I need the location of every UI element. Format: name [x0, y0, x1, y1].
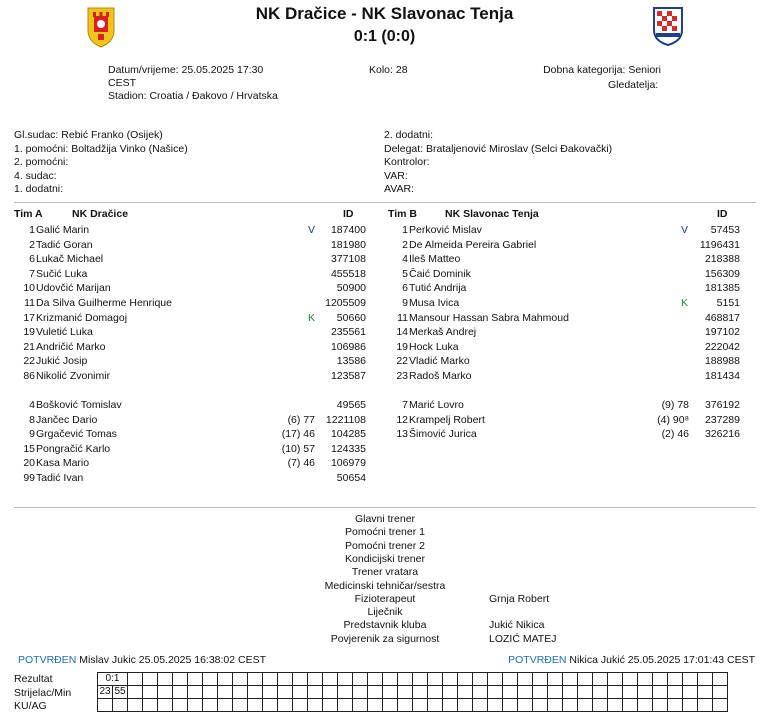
score-grid-cell	[548, 673, 563, 686]
score-grid-cell	[608, 686, 623, 699]
confirmed-by: Mislav Jukic 25.05.2025 16:38:02 CEST	[79, 654, 267, 666]
score-grid-cell	[353, 673, 368, 686]
score-grid-cell	[413, 686, 428, 699]
score-grid-cell	[683, 686, 698, 699]
score-grid-cell	[203, 673, 218, 686]
player-number: 86	[23, 370, 35, 382]
player-id: 187400	[330, 224, 366, 236]
player-name: Vuletić Luka	[36, 326, 93, 339]
player-number: 15	[23, 442, 35, 455]
score-grid-cell	[593, 673, 608, 686]
footer-label-scorer: Strijelac/Min	[14, 687, 72, 699]
player-number: 17	[23, 311, 35, 324]
score-grid-row	[98, 686, 728, 699]
player-row	[0, 398, 769, 412]
player-row	[0, 369, 769, 383]
player-id: 235561	[330, 326, 366, 339]
score-grid-cell	[173, 673, 188, 686]
score-grid-cell	[353, 686, 368, 699]
score-grid-cell	[473, 673, 488, 686]
score-grid-cell	[233, 673, 248, 686]
score-grid-cell	[653, 699, 668, 712]
staff-role: Trener vratara	[351, 566, 419, 579]
player-row	[0, 427, 769, 441]
score-grid-cell	[668, 673, 683, 686]
scorer-number-cell: 23	[99, 686, 111, 697]
player-name: Lukač Michael	[36, 253, 104, 266]
player-name: Radoš Marko	[409, 370, 472, 382]
score-grid-cell	[218, 699, 233, 712]
staff-name: LOZIĆ MATEJ	[489, 632, 557, 645]
player-id: 50654	[336, 472, 366, 484]
player-row	[0, 325, 769, 339]
score-grid-cell	[278, 699, 293, 712]
score-grid-cell	[458, 673, 473, 686]
result-cell: 0:1	[98, 673, 128, 686]
score-grid-cell	[188, 686, 203, 699]
score-grid-cell	[338, 699, 353, 712]
player-id: 1221108	[325, 413, 366, 426]
player-number: 4	[402, 253, 408, 266]
player-name: Udovčić Marijan	[36, 282, 111, 295]
player-name: Krampelj Robert	[409, 413, 485, 426]
score-grid-cell	[203, 699, 218, 712]
player-number: 22	[396, 355, 408, 368]
staff-role: Fizioterapeut	[354, 592, 416, 605]
player-number: 19	[23, 326, 35, 339]
player-number: 5	[402, 267, 408, 280]
score-grid-cell	[143, 699, 158, 712]
score-grid-cell	[698, 673, 713, 686]
player-number: 12	[396, 413, 408, 426]
player-row	[0, 311, 769, 325]
player-name: Merkaš Andrej	[409, 326, 477, 339]
score-grid-cell	[563, 673, 578, 686]
player-id: 49565	[336, 399, 366, 411]
player-name: Andričić Marko	[36, 340, 106, 353]
player-name: Galić Marin	[36, 224, 90, 236]
score-grid-cell	[518, 673, 533, 686]
score-grid-cell	[218, 686, 233, 699]
player-name: Vladić Marko	[409, 355, 470, 368]
score-grid-cell	[308, 686, 323, 699]
official-line: 1. pomoćni: Boltadžija Vinko (Našice)	[14, 142, 188, 155]
captain-mark: K	[681, 297, 689, 309]
score-grid-cell	[443, 673, 458, 686]
score-grid-row	[98, 673, 728, 686]
player-name: Hock Luka	[409, 340, 459, 353]
score-grid-cell	[158, 686, 173, 699]
score-grid-cell	[248, 686, 263, 699]
player-number: 9	[402, 297, 408, 309]
scorer-minute-cell: 55	[114, 686, 126, 697]
score-grid-cell	[428, 673, 443, 686]
score-grid-cell	[128, 673, 143, 686]
team-b-name: NK Slavonac Tenja	[445, 208, 539, 220]
player-row	[0, 456, 769, 470]
match-score: 0:1 (0:0)	[353, 28, 416, 45]
score-grid-cell	[713, 686, 728, 699]
player-id: 222042	[704, 340, 740, 353]
staff-role: Pomoćni trener 1	[345, 526, 425, 539]
footer-label-cards: KU/AG	[14, 700, 47, 712]
match-stadium: Stadion: Croatia / Đakovo / Hrvatska	[108, 90, 278, 102]
score-grid-cell	[398, 673, 413, 686]
score-grid-cell	[488, 686, 503, 699]
player-number: 10	[23, 282, 35, 295]
score-grid-cell	[428, 686, 443, 699]
score-grid-cell	[683, 673, 698, 686]
player-id: 5151	[716, 297, 740, 309]
score-grid-cell	[503, 699, 518, 712]
staff-role: Pomoćni trener 2	[345, 539, 425, 552]
score-grid-cell	[323, 699, 338, 712]
player-id: 181980	[330, 238, 366, 251]
score-grid-cell	[608, 673, 623, 686]
player-number: 6	[402, 282, 408, 295]
player-name: Pongračić Karlo	[36, 442, 111, 455]
player-number: 9	[29, 428, 35, 441]
score-grid-cell	[218, 673, 233, 686]
official-line: Delegat: Brataljenović Miroslav (Selci Đakovački)	[384, 142, 613, 155]
player-row	[0, 471, 769, 485]
player-row	[0, 238, 769, 252]
player-id: 106986	[330, 340, 366, 353]
spectators: Gledatelja:	[608, 79, 659, 91]
player-number: 22	[23, 355, 35, 368]
player-number: 1	[402, 224, 408, 236]
player-name: Bošković Tomislav	[36, 399, 122, 411]
score-grid-cell	[368, 673, 383, 686]
official-line: Kontrolor:	[384, 156, 430, 168]
score-grid-cell	[233, 686, 248, 699]
score-grid-cell	[203, 686, 218, 699]
player-id: 197102	[704, 326, 740, 339]
score-grid-cell	[398, 699, 413, 712]
score-grid-cell	[263, 686, 278, 699]
substitution-info: (17) 46	[281, 428, 315, 441]
score-grid-cell	[533, 699, 548, 712]
player-number: 2	[29, 238, 35, 251]
goalkeeper-mark: V	[681, 224, 689, 236]
score-grid-cell	[578, 686, 593, 699]
score-grid-cell	[533, 673, 548, 686]
official-line: AVAR:	[384, 183, 414, 195]
score-grid-cell	[593, 686, 608, 699]
score-grid-cell	[578, 699, 593, 712]
score-grid-cell	[383, 686, 398, 699]
score-grid-cell	[233, 699, 248, 712]
player-id: 376192	[704, 399, 740, 411]
player-row	[0, 413, 769, 427]
score-grid-cell	[383, 699, 398, 712]
score-grid-cell	[518, 699, 533, 712]
score-grid-cell	[428, 699, 443, 712]
score-grid-cell	[548, 699, 563, 712]
score-grid-cell	[683, 699, 698, 712]
player-name: Mansour Hassan Sabra Mahmoud	[409, 311, 569, 324]
score-grid-cell	[128, 699, 143, 712]
score-grid-cell	[458, 699, 473, 712]
score-grid-cell	[383, 673, 398, 686]
player-id: 468817	[704, 311, 740, 324]
score-grid	[97, 672, 728, 712]
score-grid-cell	[653, 686, 668, 699]
score-grid-cell	[308, 673, 323, 686]
score-grid-cell	[338, 673, 353, 686]
score-grid-cell	[398, 686, 413, 699]
player-id: 57453	[710, 224, 740, 236]
player-number: 20	[23, 457, 35, 470]
player-id: 455518	[330, 267, 366, 280]
player-number: 7	[402, 399, 408, 411]
player-id: 104285	[330, 428, 366, 441]
staff-role: Povjerenik za sigurnost	[330, 632, 440, 645]
age-category: Dobna kategorija: Seniori	[543, 64, 661, 76]
confirmed-label: POTVRĐEN	[18, 654, 77, 666]
score-grid-cell	[308, 699, 323, 712]
substitution-info: (9) 78	[661, 399, 689, 411]
score-grid-cell	[413, 673, 428, 686]
score-grid-cell	[668, 699, 683, 712]
score-grid-cell	[293, 673, 308, 686]
score-grid-cell	[578, 673, 593, 686]
score-grid-cell	[353, 699, 368, 712]
player-id: 106979	[330, 457, 366, 470]
player-id: 156309	[704, 267, 740, 280]
player-number: 2	[402, 238, 408, 251]
score-grid-cell	[533, 686, 548, 699]
score-grid-cell	[638, 699, 653, 712]
score-grid-cell	[278, 686, 293, 699]
team-a-label: Tim A	[14, 208, 43, 220]
score-grid-cell	[188, 673, 203, 686]
confirmation-away	[508, 654, 755, 666]
score-grid-cell	[698, 699, 713, 712]
player-number: 8	[29, 413, 35, 426]
official-line: Gl.sudac: Rebić Franko (Osijek)	[14, 129, 163, 141]
player-id: 326216	[704, 428, 740, 441]
score-grid-cell	[713, 673, 728, 686]
staff-role: Medicinski tehničar/sestra	[324, 579, 446, 592]
score-grid-cell	[293, 699, 308, 712]
score-grid-cell	[293, 686, 308, 699]
score-grid-cell	[143, 673, 158, 686]
score-grid-cell	[143, 686, 158, 699]
score-grid-cell	[188, 699, 203, 712]
team-b-id-header: ID	[717, 208, 728, 220]
score-grid-cell	[443, 699, 458, 712]
official-line: VAR:	[384, 169, 408, 182]
score-grid-cell	[503, 686, 518, 699]
score-grid-cell	[113, 699, 128, 712]
player-name: Čaić Dominik	[409, 267, 471, 280]
match-datetime: Datum/vrijeme: 25.05.2025 17:30	[108, 64, 264, 76]
player-id: 1205509	[325, 297, 366, 309]
player-id: 218388	[704, 253, 740, 266]
player-number: 19	[396, 340, 408, 353]
score-grid-cell	[263, 699, 278, 712]
confirmation-home	[18, 654, 266, 666]
score-grid-cell	[638, 673, 653, 686]
player-id: 124335	[330, 442, 366, 455]
player-number: 11	[24, 297, 35, 309]
staff-role: Predstavnik kluba	[343, 619, 427, 632]
score-grid-cell	[668, 686, 683, 699]
score-grid-cell	[503, 673, 518, 686]
divider	[14, 202, 756, 203]
player-id: 181385	[704, 282, 740, 295]
player-number: 7	[29, 267, 35, 280]
score-grid-row	[98, 699, 728, 712]
player-id: 13586	[336, 355, 366, 368]
team-a-name: NK Dračice	[72, 208, 129, 220]
official-line: 2. pomoćni:	[14, 156, 69, 168]
player-number: 14	[396, 326, 408, 339]
score-grid-cell	[458, 686, 473, 699]
player-name: Tadić Goran	[36, 238, 93, 251]
match-round: Kolo: 28	[369, 64, 408, 76]
score-grid-cell	[173, 699, 188, 712]
player-number: 99	[23, 472, 35, 484]
score-grid-cell	[413, 699, 428, 712]
player-name: Kasa Mario	[36, 457, 90, 470]
score-grid-cell	[263, 673, 278, 686]
staff-role: Glavni trener	[354, 513, 416, 525]
team-b-label: Tim B	[388, 208, 417, 220]
player-name: Tadić Ivan	[36, 472, 84, 484]
player-row	[0, 223, 769, 237]
score-grid-cell	[128, 686, 143, 699]
player-name: Šimović Jurica	[409, 428, 477, 441]
player-row	[0, 296, 769, 310]
staff-role: Liječnik	[367, 606, 403, 619]
score-grid-cell	[563, 686, 578, 699]
player-name: Jukić Josip	[36, 355, 88, 368]
staff-name: Grnja Robert	[489, 592, 550, 605]
score-grid-cell	[623, 699, 638, 712]
score-grid-cell	[548, 686, 563, 699]
footer-label-result: Rezultat	[14, 673, 53, 685]
score-grid-cell	[248, 673, 263, 686]
score-grid-cell	[608, 699, 623, 712]
player-id: 377108	[330, 253, 366, 266]
score-grid-cell	[593, 699, 608, 712]
player-name: Sučić Luka	[36, 267, 88, 280]
score-grid-cell	[713, 699, 728, 712]
player-id: 50660	[336, 311, 366, 324]
confirmed-by: Nikica Jukić 25.05.2025 17:01:43 CEST	[569, 654, 755, 666]
score-grid-cell	[488, 673, 503, 686]
score-grid-cell	[278, 673, 293, 686]
substitution-info: (6) 77	[287, 413, 315, 426]
player-number: 1	[29, 224, 35, 236]
player-name: Krizmanić Domagoj	[36, 311, 128, 324]
official-line: 4. sudac:	[14, 169, 57, 182]
score-grid-cell	[698, 686, 713, 699]
player-name: Perković Mislav	[409, 224, 482, 236]
player-id: 237289	[704, 413, 740, 426]
official-line: 1. dodatni:	[14, 183, 64, 195]
player-number: 4	[29, 399, 35, 411]
score-grid-cell	[443, 686, 458, 699]
score-grid-cell	[173, 686, 188, 699]
player-id: 1196431	[699, 238, 740, 251]
match-timezone: CEST	[108, 77, 137, 89]
player-id: 123587	[330, 370, 366, 382]
player-row	[0, 252, 769, 266]
score-grid-cell	[623, 673, 638, 686]
score-grid-cell	[473, 699, 488, 712]
match-title: NK Dračice - NK Slavonac Tenja	[255, 4, 514, 23]
team-a-id-header: ID	[343, 208, 354, 220]
substitution-info: (7) 46	[287, 457, 315, 470]
player-id: 181434	[704, 370, 740, 382]
confirmed-label: POTVRĐEN	[508, 654, 567, 666]
score-grid-cell	[518, 686, 533, 699]
score-grid-cell	[323, 673, 338, 686]
player-row	[0, 340, 769, 354]
score-grid-cell	[653, 673, 668, 686]
substitution-info: (4) 90⁸	[657, 413, 689, 426]
player-name: Jančec Dario	[36, 413, 98, 426]
player-id: 188988	[704, 355, 740, 368]
divider	[14, 507, 756, 508]
score-grid-cell	[338, 686, 353, 699]
player-number: 23	[396, 370, 408, 382]
staff-name: Jukić Nikica	[489, 619, 545, 632]
staff-role: Kondicijski trener	[345, 552, 425, 565]
score-grid-cell	[98, 699, 113, 712]
score-grid-cell	[368, 686, 383, 699]
score-grid-cell	[488, 699, 503, 712]
player-name: Ileš Matteo	[409, 253, 461, 266]
score-grid-cell	[623, 686, 638, 699]
score-grid-cell	[158, 673, 173, 686]
player-name: Tutić Andrija	[409, 282, 467, 295]
substitution-info: (10) 57	[281, 442, 315, 455]
score-grid-cell	[158, 699, 173, 712]
player-row	[0, 281, 769, 295]
player-name: Marić Lovro	[409, 399, 464, 411]
player-row	[0, 354, 769, 368]
player-name: Nikolić Zvonimir	[36, 370, 111, 382]
player-number: 11	[397, 311, 408, 324]
score-grid-cell	[638, 686, 653, 699]
goalkeeper-mark: V	[308, 224, 316, 236]
player-name: Da Silva Guilherme Henrique	[36, 297, 172, 309]
official-line: 2. dodatni:	[384, 129, 434, 141]
score-grid-cell	[563, 699, 578, 712]
player-row	[0, 442, 769, 456]
player-id: 50900	[336, 282, 366, 295]
score-grid-cell	[473, 686, 488, 699]
player-name: Musa Ivica	[409, 297, 460, 309]
player-name: De Almeida Pereira Gabriel	[409, 238, 537, 251]
score-grid-cell	[248, 699, 263, 712]
score-grid-cell	[368, 699, 383, 712]
captain-mark: K	[308, 311, 316, 324]
player-name: Grgačević Tomas	[36, 428, 117, 441]
player-number: 13	[396, 428, 408, 441]
substitution-info: (2) 46	[661, 428, 689, 441]
score-grid-cell	[323, 686, 338, 699]
player-row	[0, 267, 769, 281]
player-number: 21	[23, 340, 35, 353]
player-number: 6	[29, 253, 35, 266]
